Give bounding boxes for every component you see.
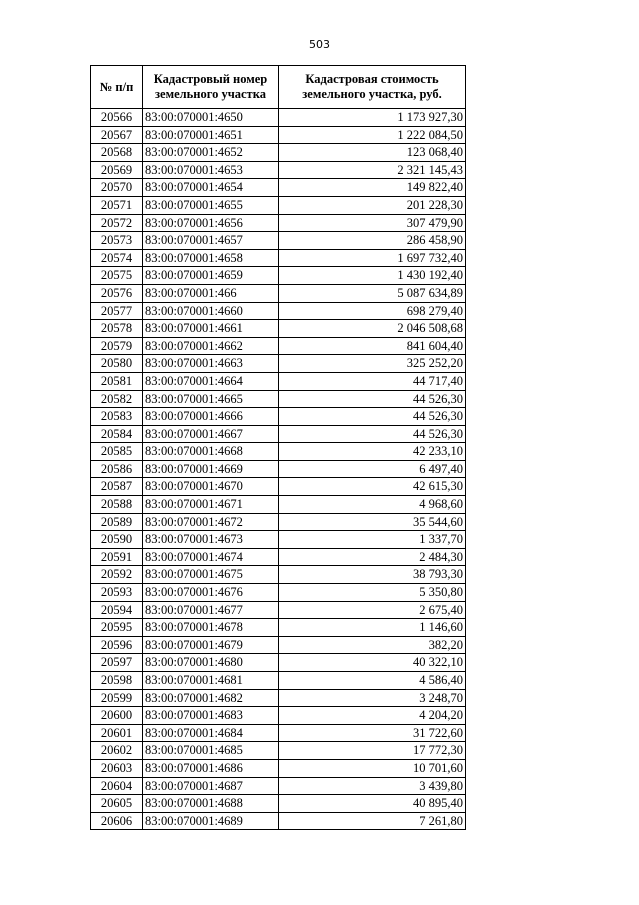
row-number-cell: 20578 bbox=[91, 320, 143, 338]
table-row bbox=[91, 126, 466, 144]
table-row bbox=[91, 759, 466, 777]
cadastral-value-cell: 1 146,60 bbox=[279, 619, 466, 637]
row-number-cell: 20589 bbox=[91, 513, 143, 531]
cadastral-number-cell: 83:00:070001:4652 bbox=[143, 144, 279, 162]
cadastral-number-cell: 83:00:070001:4678 bbox=[143, 619, 279, 637]
cadastral-number-cell: 83:00:070001:4662 bbox=[143, 337, 279, 355]
table-header-row bbox=[91, 66, 466, 109]
cadastral-value-cell: 3 248,70 bbox=[279, 689, 466, 707]
cadastral-value-cell: 7 261,80 bbox=[279, 812, 466, 830]
cadastral-value-cell: 40 895,40 bbox=[279, 795, 466, 813]
table-row bbox=[91, 812, 466, 830]
table-row bbox=[91, 284, 466, 302]
cadastral-value-cell: 6 497,40 bbox=[279, 460, 466, 478]
row-number-cell: 20569 bbox=[91, 161, 143, 179]
cadastral-number-cell: 83:00:070001:4654 bbox=[143, 179, 279, 197]
cadastral-value-cell: 35 544,60 bbox=[279, 513, 466, 531]
row-number-cell: 20575 bbox=[91, 267, 143, 285]
cadastral-value-cell: 44 526,30 bbox=[279, 425, 466, 443]
header-cadastral-value: Кадастровая стоимость земельного участка, руб. bbox=[279, 66, 466, 109]
cadastral-number-cell: 83:00:070001:4689 bbox=[143, 812, 279, 830]
table-body bbox=[91, 109, 466, 830]
table-row bbox=[91, 584, 466, 602]
cadastral-value-cell: 1 173 927,30 bbox=[279, 109, 466, 127]
row-number-cell: 20592 bbox=[91, 566, 143, 584]
table-row bbox=[91, 742, 466, 760]
table-row bbox=[91, 214, 466, 232]
row-number-cell: 20577 bbox=[91, 302, 143, 320]
cadastral-value-cell: 698 279,40 bbox=[279, 302, 466, 320]
table-row bbox=[91, 337, 466, 355]
cadastral-number-cell: 83:00:070001:4677 bbox=[143, 601, 279, 619]
cadastral-number-cell: 83:00:070001:4670 bbox=[143, 478, 279, 496]
table-row bbox=[91, 443, 466, 461]
cadastral-value-cell: 44 526,30 bbox=[279, 408, 466, 426]
table-row bbox=[91, 724, 466, 742]
cadastral-value-cell: 1 337,70 bbox=[279, 531, 466, 549]
row-number-cell: 20599 bbox=[91, 689, 143, 707]
cadastral-number-cell: 83:00:070001:4674 bbox=[143, 548, 279, 566]
cadastral-number-cell: 83:00:070001:4657 bbox=[143, 232, 279, 250]
cadastral-number-cell: 83:00:070001:4661 bbox=[143, 320, 279, 338]
table-row bbox=[91, 636, 466, 654]
cadastral-number-cell: 83:00:070001:4651 bbox=[143, 126, 279, 144]
cadastral-value-cell: 44 717,40 bbox=[279, 372, 466, 390]
cadastral-value-cell: 149 822,40 bbox=[279, 179, 466, 197]
cadastral-value-cell: 2 321 145,43 bbox=[279, 161, 466, 179]
table-row bbox=[91, 478, 466, 496]
row-number-cell: 20567 bbox=[91, 126, 143, 144]
row-number-cell: 20585 bbox=[91, 443, 143, 461]
table-row bbox=[91, 390, 466, 408]
cadastral-number-cell: 83:00:070001:4655 bbox=[143, 196, 279, 214]
cadastral-number-cell: 83:00:070001:4683 bbox=[143, 707, 279, 725]
table-row bbox=[91, 320, 466, 338]
cadastral-value-cell: 201 228,30 bbox=[279, 196, 466, 214]
cadastral-value-cell: 841 604,40 bbox=[279, 337, 466, 355]
cadastral-value-cell: 1 430 192,40 bbox=[279, 267, 466, 285]
row-number-cell: 20581 bbox=[91, 372, 143, 390]
row-number-cell: 20606 bbox=[91, 812, 143, 830]
table-row bbox=[91, 601, 466, 619]
table-row bbox=[91, 513, 466, 531]
cadastral-value-cell: 382,20 bbox=[279, 636, 466, 654]
header-row-number: № п/п bbox=[91, 66, 143, 109]
row-number-cell: 20601 bbox=[91, 724, 143, 742]
cadastral-value-cell: 44 526,30 bbox=[279, 390, 466, 408]
cadastral-value-cell: 42 615,30 bbox=[279, 478, 466, 496]
cadastral-number-cell: 83:00:070001:4684 bbox=[143, 724, 279, 742]
row-number-cell: 20586 bbox=[91, 460, 143, 478]
cadastral-number-cell: 83:00:070001:4665 bbox=[143, 390, 279, 408]
table-row bbox=[91, 109, 466, 127]
table-row bbox=[91, 249, 466, 267]
cadastral-value-cell: 5 350,80 bbox=[279, 584, 466, 602]
cadastral-number-cell: 83:00:070001:4669 bbox=[143, 460, 279, 478]
page-number: 503 bbox=[309, 38, 330, 51]
cadastral-value-cell: 286 458,90 bbox=[279, 232, 466, 250]
cadastral-number-cell: 83:00:070001:4667 bbox=[143, 425, 279, 443]
row-number-cell: 20570 bbox=[91, 179, 143, 197]
cadastral-number-cell: 83:00:070001:4653 bbox=[143, 161, 279, 179]
row-number-cell: 20597 bbox=[91, 654, 143, 672]
row-number-cell: 20580 bbox=[91, 355, 143, 373]
row-number-cell: 20568 bbox=[91, 144, 143, 162]
cadastral-number-cell: 83:00:070001:4679 bbox=[143, 636, 279, 654]
cadastral-value-cell: 10 701,60 bbox=[279, 759, 466, 777]
table-row bbox=[91, 548, 466, 566]
cadastral-number-cell: 83:00:070001:4656 bbox=[143, 214, 279, 232]
row-number-cell: 20579 bbox=[91, 337, 143, 355]
cadastral-number-cell: 83:00:070001:4675 bbox=[143, 566, 279, 584]
cadastral-value-cell: 307 479,90 bbox=[279, 214, 466, 232]
cadastral-value-cell: 1 697 732,40 bbox=[279, 249, 466, 267]
header-cadastral-number: Кадастровый номер земельного участка bbox=[143, 66, 279, 109]
row-number-cell: 20583 bbox=[91, 408, 143, 426]
table-row bbox=[91, 689, 466, 707]
table-row bbox=[91, 795, 466, 813]
row-number-cell: 20574 bbox=[91, 249, 143, 267]
row-number-cell: 20576 bbox=[91, 284, 143, 302]
table-row bbox=[91, 161, 466, 179]
row-number-cell: 20590 bbox=[91, 531, 143, 549]
row-number-cell: 20604 bbox=[91, 777, 143, 795]
cadastral-number-cell: 83:00:070001:4680 bbox=[143, 654, 279, 672]
cadastral-number-cell: 83:00:070001:4668 bbox=[143, 443, 279, 461]
row-number-cell: 20582 bbox=[91, 390, 143, 408]
table-row bbox=[91, 196, 466, 214]
table-row bbox=[91, 672, 466, 690]
table-row bbox=[91, 372, 466, 390]
cadastral-value-cell: 31 722,60 bbox=[279, 724, 466, 742]
row-number-cell: 20566 bbox=[91, 109, 143, 127]
table-row bbox=[91, 654, 466, 672]
cadastral-value-cell: 5 087 634,89 bbox=[279, 284, 466, 302]
cadastral-value-cell: 325 252,20 bbox=[279, 355, 466, 373]
cadastral-value-cell: 40 322,10 bbox=[279, 654, 466, 672]
table-row bbox=[91, 707, 466, 725]
cadastral-number-cell: 83:00:070001:4658 bbox=[143, 249, 279, 267]
cadastral-number-cell: 83:00:070001:466 bbox=[143, 284, 279, 302]
table-row bbox=[91, 566, 466, 584]
table-row bbox=[91, 179, 466, 197]
cadastral-number-cell: 83:00:070001:4660 bbox=[143, 302, 279, 320]
cadastral-value-cell: 38 793,30 bbox=[279, 566, 466, 584]
row-number-cell: 20588 bbox=[91, 496, 143, 514]
row-number-cell: 20584 bbox=[91, 425, 143, 443]
cadastral-number-cell: 83:00:070001:4686 bbox=[143, 759, 279, 777]
table-row bbox=[91, 144, 466, 162]
cadastral-number-cell: 83:00:070001:4681 bbox=[143, 672, 279, 690]
row-number-cell: 20596 bbox=[91, 636, 143, 654]
row-number-cell: 20595 bbox=[91, 619, 143, 637]
cadastral-value-cell: 2 046 508,68 bbox=[279, 320, 466, 338]
cadastral-number-cell: 83:00:070001:4672 bbox=[143, 513, 279, 531]
cadastral-value-cell: 4 204,20 bbox=[279, 707, 466, 725]
row-number-cell: 20593 bbox=[91, 584, 143, 602]
cadastral-number-cell: 83:00:070001:4688 bbox=[143, 795, 279, 813]
row-number-cell: 20598 bbox=[91, 672, 143, 690]
cadastral-value-table bbox=[90, 65, 466, 830]
cadastral-value-cell: 4 586,40 bbox=[279, 672, 466, 690]
table-row bbox=[91, 496, 466, 514]
cadastral-number-cell: 83:00:070001:4676 bbox=[143, 584, 279, 602]
cadastral-number-cell: 83:00:070001:4659 bbox=[143, 267, 279, 285]
cadastral-value-cell: 2 484,30 bbox=[279, 548, 466, 566]
row-number-cell: 20572 bbox=[91, 214, 143, 232]
cadastral-value-cell: 42 233,10 bbox=[279, 443, 466, 461]
cadastral-number-cell: 83:00:070001:4666 bbox=[143, 408, 279, 426]
row-number-cell: 20594 bbox=[91, 601, 143, 619]
table-row bbox=[91, 531, 466, 549]
table-row bbox=[91, 425, 466, 443]
table-row bbox=[91, 267, 466, 285]
row-number-cell: 20591 bbox=[91, 548, 143, 566]
row-number-cell: 20571 bbox=[91, 196, 143, 214]
cadastral-number-cell: 83:00:070001:4664 bbox=[143, 372, 279, 390]
row-number-cell: 20587 bbox=[91, 478, 143, 496]
cadastral-number-cell: 83:00:070001:4685 bbox=[143, 742, 279, 760]
cadastral-value-cell: 2 675,40 bbox=[279, 601, 466, 619]
cadastral-number-cell: 83:00:070001:4673 bbox=[143, 531, 279, 549]
row-number-cell: 20573 bbox=[91, 232, 143, 250]
cadastral-value-cell: 4 968,60 bbox=[279, 496, 466, 514]
cadastral-number-cell: 83:00:070001:4671 bbox=[143, 496, 279, 514]
cadastral-number-cell: 83:00:070001:4663 bbox=[143, 355, 279, 373]
cadastral-number-cell: 83:00:070001:4687 bbox=[143, 777, 279, 795]
table-row bbox=[91, 302, 466, 320]
cadastral-number-cell: 83:00:070001:4650 bbox=[143, 109, 279, 127]
row-number-cell: 20602 bbox=[91, 742, 143, 760]
table-row bbox=[91, 408, 466, 426]
table-row bbox=[91, 777, 466, 795]
cadastral-value-cell: 3 439,80 bbox=[279, 777, 466, 795]
table-row bbox=[91, 619, 466, 637]
table-row bbox=[91, 232, 466, 250]
row-number-cell: 20603 bbox=[91, 759, 143, 777]
cadastral-value-cell: 17 772,30 bbox=[279, 742, 466, 760]
row-number-cell: 20600 bbox=[91, 707, 143, 725]
cadastral-value-cell: 123 068,40 bbox=[279, 144, 466, 162]
cadastral-value-cell: 1 222 084,50 bbox=[279, 126, 466, 144]
table-row bbox=[91, 355, 466, 373]
row-number-cell: 20605 bbox=[91, 795, 143, 813]
table-row bbox=[91, 460, 466, 478]
cadastral-number-cell: 83:00:070001:4682 bbox=[143, 689, 279, 707]
